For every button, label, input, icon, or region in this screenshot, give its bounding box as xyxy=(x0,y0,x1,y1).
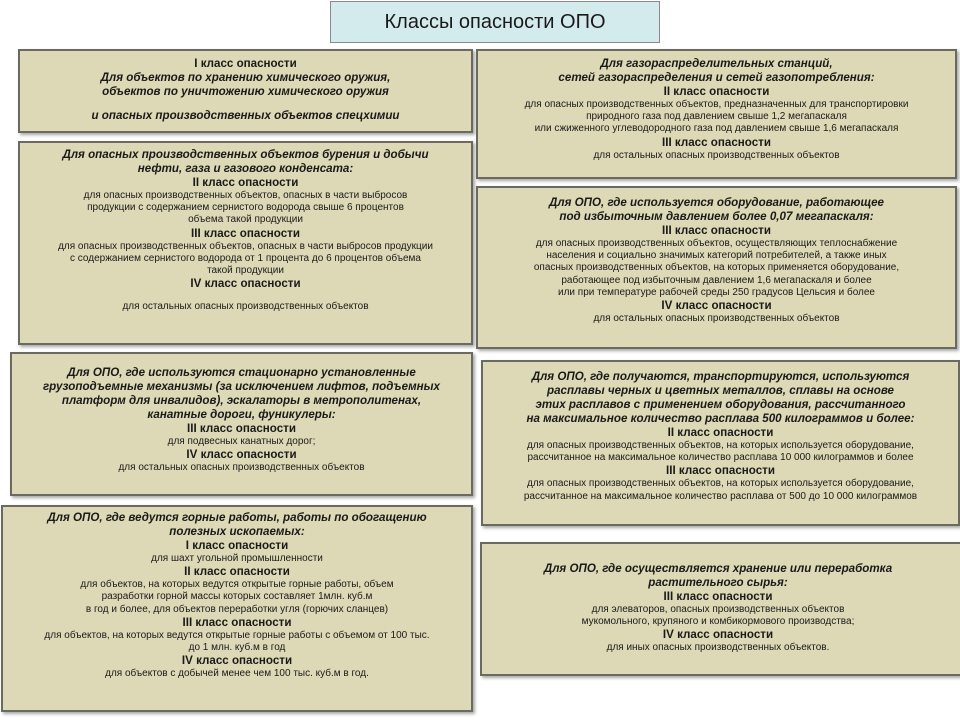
hazard-class-label: IV класс опасности xyxy=(186,448,297,462)
class-description: мукомольного, крупяного и комбикормового производства; xyxy=(581,616,855,628)
page-title: Классы опасности ОПО xyxy=(330,1,660,43)
hazard-class-label: IV класс опасности xyxy=(661,299,772,313)
hazard-class-label: III класс опасности xyxy=(191,226,300,240)
hazard-class-label: III класс опасности xyxy=(662,135,771,149)
hazard-class-label: III класс опасности xyxy=(187,422,296,435)
class-description: для опасных производственных объектов, опасных в части выбросов продукции xyxy=(58,240,433,252)
box-plant-raw-materials xyxy=(480,542,960,676)
box-heading: на максимальное количество расплава 500 килограммов и более: xyxy=(526,412,915,425)
class-description: с содержанием сернистого водорода от 1 процента до 6 процентов объема xyxy=(70,252,421,264)
class-description: для объектов с добычей менее чем 100 тыс. куб.м в год. xyxy=(105,668,369,680)
hazard-class-label: III класс опасности xyxy=(182,615,292,629)
hazard-class-label: II класс опасности xyxy=(184,565,290,579)
box-heading: и опасных производственных объектов спецхимии xyxy=(91,109,400,122)
box-heading: платформ для инвалидов), эскалаторы в метрополитенах, xyxy=(61,394,422,407)
class-description: для иных опасных производственных объектов. xyxy=(606,642,830,654)
class-description: продукции с содержанием сернистого водорода свыше 6 процентов xyxy=(87,202,404,214)
box-gas-distribution xyxy=(476,49,957,179)
class-description: рассчитанное на максимальное количество расплава 10 000 килограммов и более xyxy=(527,452,914,464)
box-heading: Для ОПО, где используется оборудование, работающее xyxy=(549,196,884,209)
box-heading: Для опасных производственных объектов бурения и добычи xyxy=(62,148,429,161)
hazard-class-label: IV класс опасности xyxy=(662,628,774,642)
hazard-class-label: I класс опасности xyxy=(185,539,289,552)
class-description: для опасных производственных объектов, опасных в части выбросов xyxy=(83,190,408,201)
class-description: объема такой продукции xyxy=(188,214,303,226)
box-molten-metals xyxy=(481,360,960,526)
class-description: до 1 млн. куб.м в год xyxy=(188,642,286,654)
class-description: природного газа под давлением свыше 1,2 мегапаскаля xyxy=(586,111,847,123)
box-mining-works xyxy=(1,505,473,712)
class-description: для опасных производственных объектов, осуществляющих теплоснабжение xyxy=(535,238,898,249)
box-pressure-equipment xyxy=(476,186,957,349)
class-description: для объектов, на которых ведутся открытые горные работы с объемом от 100 тыс. xyxy=(44,629,430,641)
class-description: населения и социально значимых категорий потребителей, а также иных xyxy=(546,250,887,262)
class-description: для остальных опасных производственных объектов xyxy=(593,149,840,161)
box-heading: нефти, газа и газового конденсата: xyxy=(137,162,354,175)
class-description: опасных производственных объектов, на которых применяется оборудование, xyxy=(533,262,900,274)
hazard-class-label: IV класс опасности xyxy=(190,277,301,291)
class-description: в год и более, для объектов переработки угля (горючих сланцев) xyxy=(85,603,389,615)
hazard-class-label: III класс опасности xyxy=(666,464,775,478)
hazard-class-label: II класс опасности xyxy=(663,85,770,98)
class-description: для опасных производственных объектов, на которых используется оборудование, xyxy=(527,440,914,451)
box-heading: этих расплавов с применением оборудования, рассчитанного xyxy=(535,398,906,411)
class-description: работающее под избыточным давлением 1,6 мегапаскаля и более xyxy=(561,274,872,286)
class-description: для остальных опасных производственных объектов xyxy=(118,462,365,474)
class-description: или при температуре рабочей среды 250 градусов Цельсия и более xyxy=(558,286,875,298)
hazard-class-label: I класс опасности xyxy=(194,57,297,70)
class-description: для элеваторов, опасных производственных объектов xyxy=(591,604,845,615)
class-description: для остальных опасных производственных объектов xyxy=(593,313,840,325)
box-heading: растительного сырья: xyxy=(648,576,788,589)
class-description: такой продукции xyxy=(207,265,284,277)
box-heading: под избыточным давлением более 0,07 мегапаскаля: xyxy=(559,210,874,223)
class-description: для объектов, на которых ведутся открытые горные работы, объем xyxy=(80,579,394,591)
box-heading: Для газораспределительных станций, xyxy=(600,57,833,70)
box-heading: грузоподъемные механизмы (за исключением лифтов, подъемных xyxy=(42,380,440,393)
box-heading: расплавы черных и цветных металлов, сплавы на основе xyxy=(546,384,895,397)
box-heading: канатные дороги, фуникулеры: xyxy=(147,408,336,421)
box-heading: Для ОПО, где получаются, транспортируются, используются xyxy=(531,370,910,383)
box-heading: Для объектов по хранению химического оружия, xyxy=(100,71,391,84)
class-description: разработки горной массы которых составляет 1млн. куб.м xyxy=(101,591,373,603)
box-heading: Для ОПО, где ведутся горные работы, работы по обогащению xyxy=(47,511,427,524)
box-heading: Для ОПО, где используются стационарно установленные xyxy=(67,366,416,379)
hazard-class-label: II класс опасности xyxy=(667,426,774,439)
box-class-1-chemical xyxy=(18,49,473,133)
box-lifting-mechanisms xyxy=(10,352,473,496)
hazard-class-label: III класс опасности xyxy=(662,224,771,237)
class-description: для шахт угольной промышленности xyxy=(151,553,323,564)
class-description: рассчитанное на максимальное количество расплава от 500 до 10 000 килограммов xyxy=(523,490,918,502)
class-description: для опасных производственных объектов, на которых используется оборудование, xyxy=(527,478,914,490)
box-heading: Для ОПО, где осуществляется хранение или переработка xyxy=(543,562,893,575)
box-heading: объектов по уничтожению химического оружия xyxy=(102,85,389,98)
hazard-class-label: II класс опасности xyxy=(192,176,299,189)
hazard-class-label: III класс опасности xyxy=(663,590,773,603)
class-description: для опасных производственных объектов, предназначенных для транспортировки xyxy=(524,99,909,110)
box-heading: сетей газораспределения и сетей газопотребления: xyxy=(558,71,875,84)
class-description: для подвесных канатных дорог; xyxy=(167,436,316,447)
class-description: для остальных опасных производственных объектов xyxy=(122,301,369,313)
hazard-class-label: IV класс опасности xyxy=(181,654,293,668)
box-heading: полезных ископаемых: xyxy=(169,525,305,538)
box-oil-gas-drilling xyxy=(18,141,473,345)
class-description: или сжиженного углеводородного газа под давлением свыше 1,6 мегапаскаля xyxy=(534,123,899,135)
